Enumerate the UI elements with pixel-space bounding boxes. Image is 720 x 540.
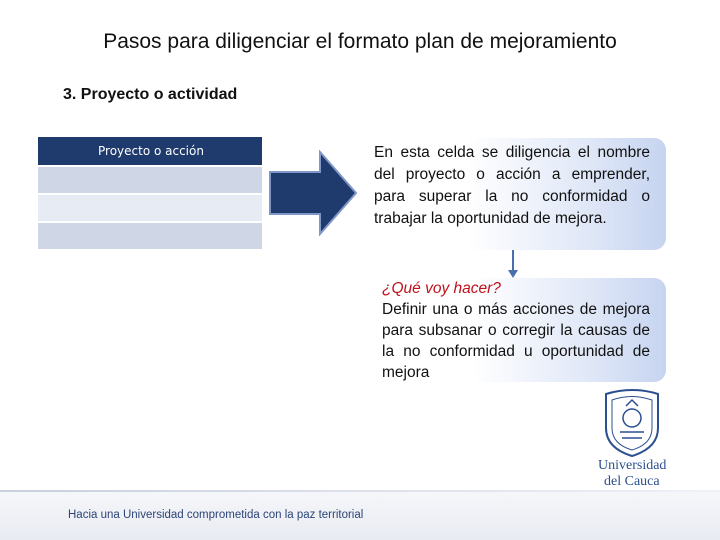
table-row [38,223,262,249]
table-row [38,167,262,193]
slide-title: Pasos para diligenciar el formato plan de mejoramiento [103,30,617,53]
callout-body: Definir una o más acciones de mejora para subsanar o corregir la causas de la no conformidad u oportunidad de mejora [382,301,650,381]
description-callout: En esta celda se diligencia el nombre del proyecto o acción a emprender, para superar la no conformidad o trabajar la oportunidad de mejora. [360,138,666,250]
table-header: Proyecto o acción [38,137,262,165]
university-seal-icon [596,388,668,458]
table-row [38,195,262,221]
logo-line-1: Universidad [598,458,667,473]
footer-tagline: Hacia una Universidad comprometida con la paz territorial [68,509,364,521]
format-table [38,137,262,249]
university-logo-text [598,458,666,490]
right-arrow-icon [268,150,360,236]
callout-question: ¿Qué voy hacer? [382,280,501,297]
footer-divider [0,490,720,492]
connector-arrowhead-icon [508,270,518,278]
what-to-do-callout [370,278,666,382]
section-subtitle: 3. Proyecto o actividad [63,86,238,103]
logo-line-2: del Cauca [604,474,660,489]
